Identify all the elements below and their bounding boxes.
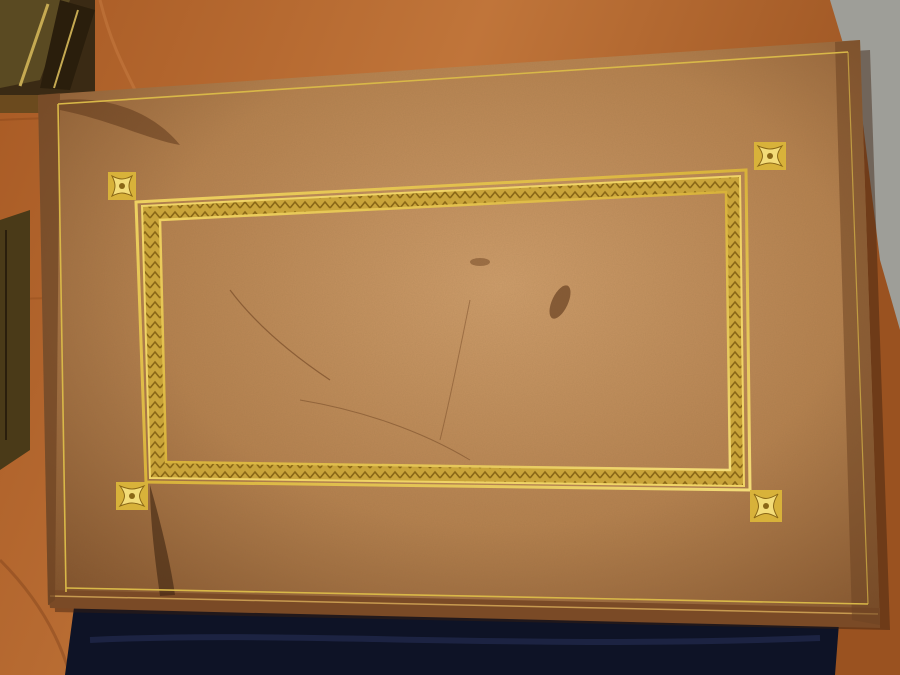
leather-book-cover — [38, 40, 890, 630]
fleuron-bottom-right — [750, 490, 782, 522]
fleuron-top-left — [108, 172, 136, 200]
fleuron-top-right — [754, 142, 786, 170]
fleuron-bottom-left — [116, 482, 148, 510]
